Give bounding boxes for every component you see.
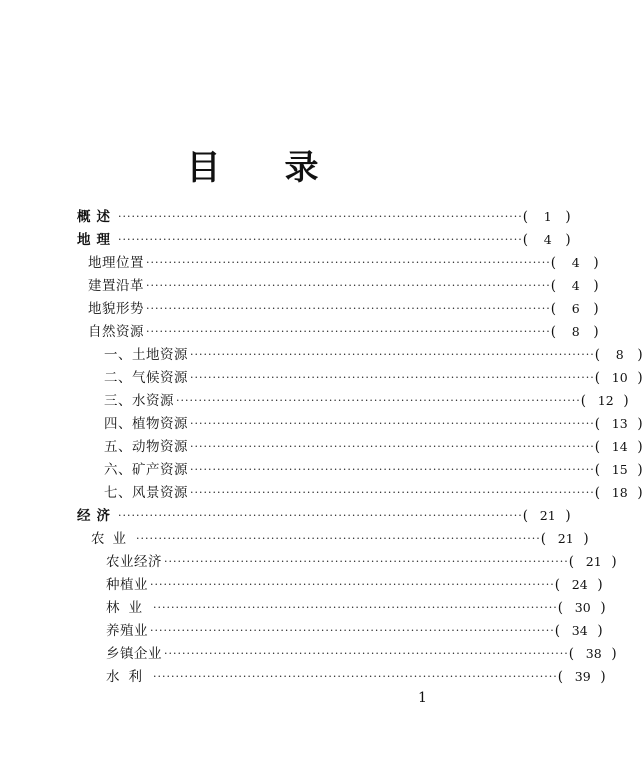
- toc-entry-page: 18: [611, 485, 628, 500]
- toc-entry-label: 经济: [77, 508, 116, 524]
- toc-entry[interactable]: [106, 574, 603, 596]
- toc-entry-page: 6: [571, 301, 580, 316]
- title-char-1: 目: [186, 148, 221, 188]
- toc-entry-label: 农业经济: [106, 554, 162, 570]
- toc-leader: ··························································································: [146, 325, 551, 338]
- toc-entry-page: 4: [543, 232, 552, 247]
- title-char-2: 录: [284, 148, 319, 188]
- toc-entry-label: 水利: [106, 669, 151, 685]
- toc-entry[interactable]: [104, 436, 643, 458]
- toc-leader: ··························································································: [190, 440, 595, 453]
- toc-paren-left: (: [580, 393, 586, 409]
- toc-entry-page: 34: [571, 623, 588, 638]
- toc-leader: ··························································································: [136, 532, 541, 545]
- toc-entry[interactable]: [106, 643, 617, 665]
- toc-paren-left: (: [554, 623, 560, 639]
- toc-paren-right: ): [637, 439, 643, 455]
- toc-paren-right: ): [611, 646, 617, 662]
- toc-paren-right: ): [637, 462, 643, 478]
- toc-leader: ··························································································: [164, 647, 569, 660]
- toc-entry-label: 地理位置: [88, 255, 144, 271]
- toc-entry-label: 地理: [77, 232, 116, 248]
- toc-paren-right: ): [593, 324, 599, 340]
- toc-leader: ··························································································: [146, 302, 551, 315]
- toc-entry[interactable]: [88, 321, 599, 343]
- toc-paren-left: (: [550, 278, 556, 294]
- toc-paren-left: (: [550, 324, 556, 340]
- toc-paren-right: ): [637, 347, 643, 363]
- toc-entry-page: 8: [571, 324, 580, 339]
- toc-paren-left: (: [557, 600, 563, 616]
- toc-entry-page: 21: [539, 508, 556, 523]
- toc-entry[interactable]: [88, 298, 599, 320]
- toc-entry-page: 24: [571, 577, 588, 592]
- toc-leader: ··························································································: [146, 279, 551, 292]
- toc-entry[interactable]: [106, 597, 606, 619]
- toc-entry-page: 13: [611, 416, 628, 431]
- toc-entry[interactable]: [88, 275, 599, 297]
- toc-leader: ··························································································: [146, 256, 551, 269]
- toc-entry-page: 1: [543, 209, 552, 224]
- toc-entry[interactable]: [104, 459, 643, 481]
- toc-entry[interactable]: [91, 528, 589, 550]
- toc-entry-page: 4: [571, 255, 580, 270]
- toc-paren-right: ): [597, 623, 603, 639]
- toc-paren-left: (: [522, 508, 528, 524]
- toc-entry-label: 一、土地资源: [104, 347, 188, 363]
- toc-paren-right: ): [593, 278, 599, 294]
- toc-entry-label: 三、水资源: [104, 393, 174, 409]
- toc-paren-right: ): [565, 232, 571, 248]
- toc-entry[interactable]: [104, 344, 643, 366]
- toc-paren-left: (: [522, 232, 528, 248]
- toc-paren-left: (: [557, 669, 563, 685]
- toc-entry-label: 自然资源: [88, 324, 144, 340]
- toc-paren-right: ): [600, 669, 606, 685]
- toc-entry-label: 六、矿产资源: [104, 462, 188, 478]
- toc-paren-left: (: [568, 554, 574, 570]
- toc-entry[interactable]: [77, 229, 571, 251]
- toc-entry-label: 乡镇企业: [106, 646, 162, 662]
- toc-leader: ··························································································: [190, 486, 595, 499]
- toc-entry-page: 14: [611, 439, 628, 454]
- toc-leader: ··························································································: [153, 601, 558, 614]
- toc-entry[interactable]: [104, 390, 629, 412]
- toc-leader: ··························································································: [118, 233, 523, 246]
- toc-paren-right: ): [565, 209, 571, 225]
- toc-paren-left: (: [594, 347, 600, 363]
- toc-leader: ··························································································: [190, 417, 595, 430]
- toc-entry-page: 39: [574, 669, 591, 684]
- toc-paren-left: (: [594, 485, 600, 501]
- toc-entry-label: 四、植物资源: [104, 416, 188, 432]
- toc-leader: ··························································································: [164, 555, 569, 568]
- toc-paren-right: ): [600, 600, 606, 616]
- toc-entry-page: 30: [574, 600, 591, 615]
- toc-entry-page: 4: [571, 278, 580, 293]
- toc-paren-left: (: [550, 255, 556, 271]
- toc-paren-left: (: [594, 439, 600, 455]
- toc-paren-right: ): [637, 416, 643, 432]
- toc-entry-label: 农业: [91, 531, 134, 547]
- toc-entry-label: 七、风景资源: [104, 485, 188, 501]
- toc-paren-right: ): [565, 508, 571, 524]
- toc-paren-left: (: [594, 416, 600, 432]
- toc-paren-left: (: [594, 462, 600, 478]
- toc-paren-left: (: [522, 209, 528, 225]
- toc-entry-label: 种植业: [106, 577, 148, 593]
- toc-leader: ··························································································: [118, 509, 523, 522]
- toc-paren-right: ): [593, 255, 599, 271]
- toc-leader: ··························································································: [190, 348, 595, 361]
- toc-paren-right: ): [611, 554, 617, 570]
- toc-entry-page: 21: [557, 531, 574, 546]
- toc-entry[interactable]: [77, 505, 571, 527]
- toc-paren-left: (: [568, 646, 574, 662]
- toc-entry-label: 二、气候资源: [104, 370, 188, 386]
- toc-entry[interactable]: [104, 482, 643, 504]
- toc-paren-left: (: [540, 531, 546, 547]
- toc-entry-label: 林业: [106, 600, 151, 616]
- toc-entry[interactable]: [104, 413, 643, 435]
- toc-leader: ··························································································: [190, 463, 595, 476]
- toc-entry[interactable]: [104, 367, 643, 389]
- page-title: [0, 140, 505, 189]
- toc-entry-label: 地貌形势: [88, 301, 144, 317]
- toc-leader: ··························································································: [190, 371, 595, 384]
- toc-entry[interactable]: [106, 551, 617, 573]
- toc-entry-label: 建置沿革: [88, 278, 144, 294]
- toc-leader: ··························································································: [153, 670, 558, 683]
- toc-entry-page: 8: [615, 347, 624, 362]
- toc-leader: ··························································································: [150, 578, 555, 591]
- toc-paren-left: (: [550, 301, 556, 317]
- toc-entry[interactable]: [88, 252, 599, 274]
- toc-paren-right: ): [623, 393, 629, 409]
- toc-paren-right: ): [637, 485, 643, 501]
- toc-paren-right: ): [583, 531, 589, 547]
- toc-leader: ··························································································: [176, 394, 581, 407]
- toc-entry-label: 五、动物资源: [104, 439, 188, 455]
- toc-entry-page: 15: [611, 462, 628, 477]
- toc-entry-label: 养殖业: [106, 623, 148, 639]
- toc-paren-left: (: [594, 370, 600, 386]
- toc-paren-right: ): [637, 370, 643, 386]
- toc-entry[interactable]: [77, 206, 571, 228]
- toc-paren-left: (: [554, 577, 560, 593]
- toc-entry-page: 12: [597, 393, 614, 408]
- page-number: 1: [418, 690, 427, 706]
- toc-paren-right: ): [593, 301, 599, 317]
- toc-leader: ··························································································: [150, 624, 555, 637]
- toc-entry[interactable]: [106, 620, 603, 642]
- toc-leader: ··························································································: [118, 210, 523, 223]
- toc-entry-page: 10: [611, 370, 628, 385]
- toc-paren-right: ): [597, 577, 603, 593]
- toc-entry-label: 概述: [77, 209, 116, 225]
- toc-entry[interactable]: [106, 666, 606, 688]
- toc-entry-page: 38: [585, 646, 602, 661]
- toc-entry-page: 21: [585, 554, 602, 569]
